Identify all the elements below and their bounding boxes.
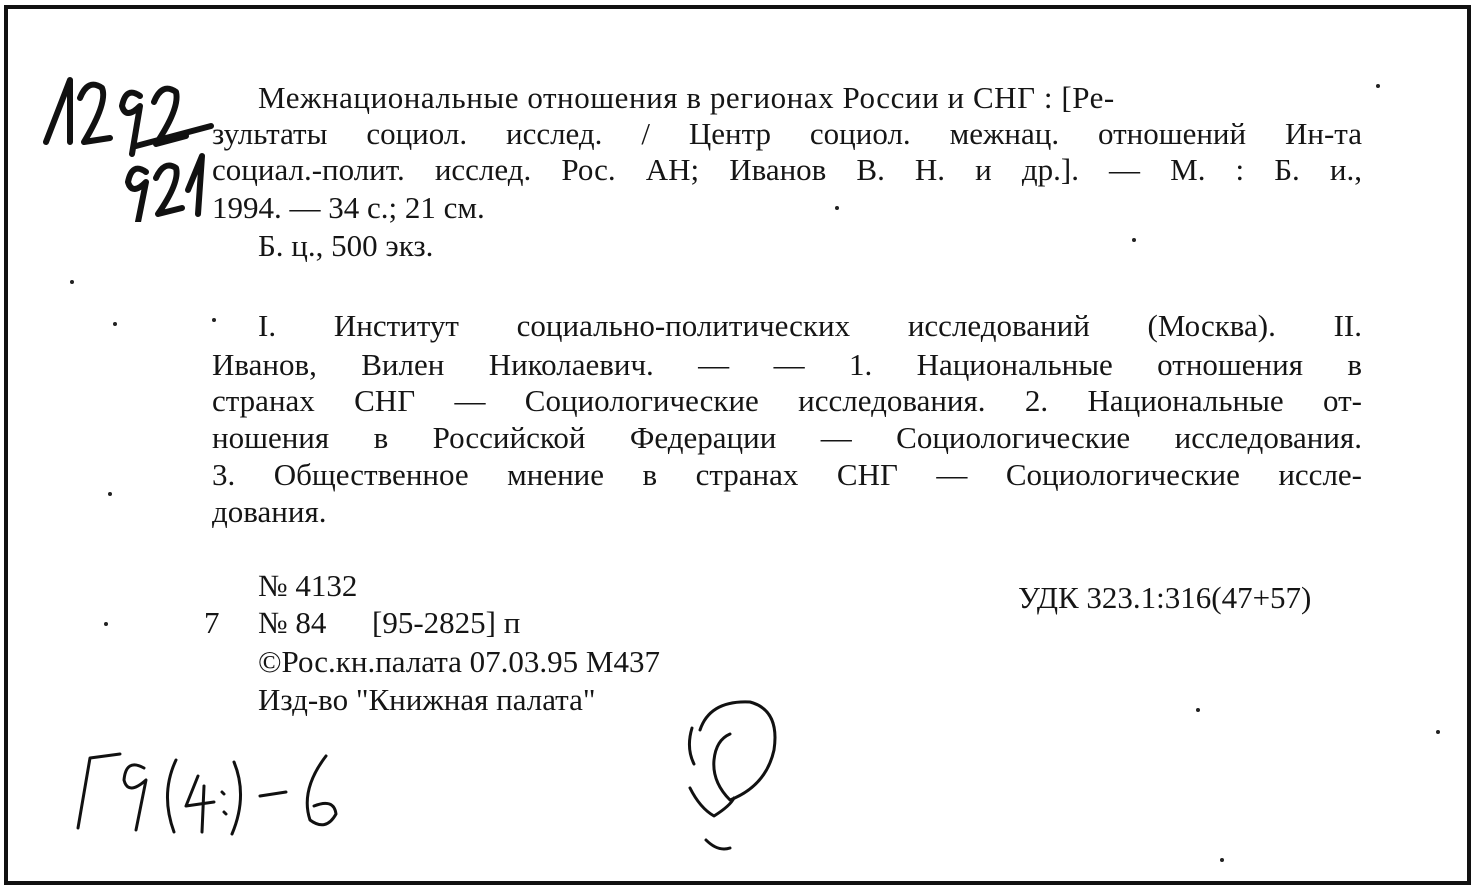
price-line: Б. ц., 500 экз.: [258, 228, 434, 263]
speck: [1196, 708, 1200, 712]
udc-code: УДК 323.1:316(47+57): [1018, 580, 1312, 615]
description-line-4: 1994. — 34 с.; 21 см.: [212, 190, 485, 225]
handwritten-shelf-mark: [36, 62, 226, 222]
speck: [1132, 238, 1136, 242]
handwritten-mark: [670, 690, 790, 860]
subjects-line-4: ношения в Российской Федерации — Социологические исследования.: [212, 420, 1362, 455]
handwritten-shelf-code: [64, 740, 374, 840]
record-number: № 4132: [258, 568, 358, 603]
speck: [70, 280, 74, 284]
copyright-line: ©Рос.кн.палата 07.03.95 М437: [258, 644, 661, 679]
series-digit: 7: [204, 605, 220, 640]
publisher-line: Изд-во "Книжная палата": [258, 682, 596, 717]
speck: [212, 318, 216, 322]
speck: [108, 492, 112, 496]
speck: [113, 322, 117, 326]
speck: [1376, 84, 1380, 88]
subjects-line-2: Иванов, Вилен Николаевич. — — 1. Национальные отношения в: [212, 347, 1362, 382]
subjects-line-1: I. Институт социально-политических исследований (Москва). II.: [258, 308, 1362, 343]
speck: [1220, 858, 1224, 862]
subjects-line-5: 3. Общественное мнение в странах СНГ — Социологические иссле-: [212, 457, 1362, 492]
speck: [1436, 730, 1440, 734]
description-line-3: социал.-полит. исслед. Рос. АН; Иванов В. Н. и др.]. — М. : Б. и.,: [212, 152, 1362, 187]
description-line-1: Межнациональные отношения в регионах России и СНГ : [Ре-: [258, 80, 1115, 115]
subjects-last-line: дования.: [212, 494, 327, 529]
speck: [835, 206, 839, 210]
series-code: [95-2825] п: [372, 605, 521, 640]
speck: [104, 622, 108, 626]
subjects-line-3: странах СНГ — Социологические исследования. 2. Национальные от-: [212, 383, 1362, 418]
series-number: № 84: [258, 605, 327, 640]
description-line-2: зультаты социол. исслед. / Центр социол. межнац. отношений Ин-та: [212, 116, 1362, 151]
